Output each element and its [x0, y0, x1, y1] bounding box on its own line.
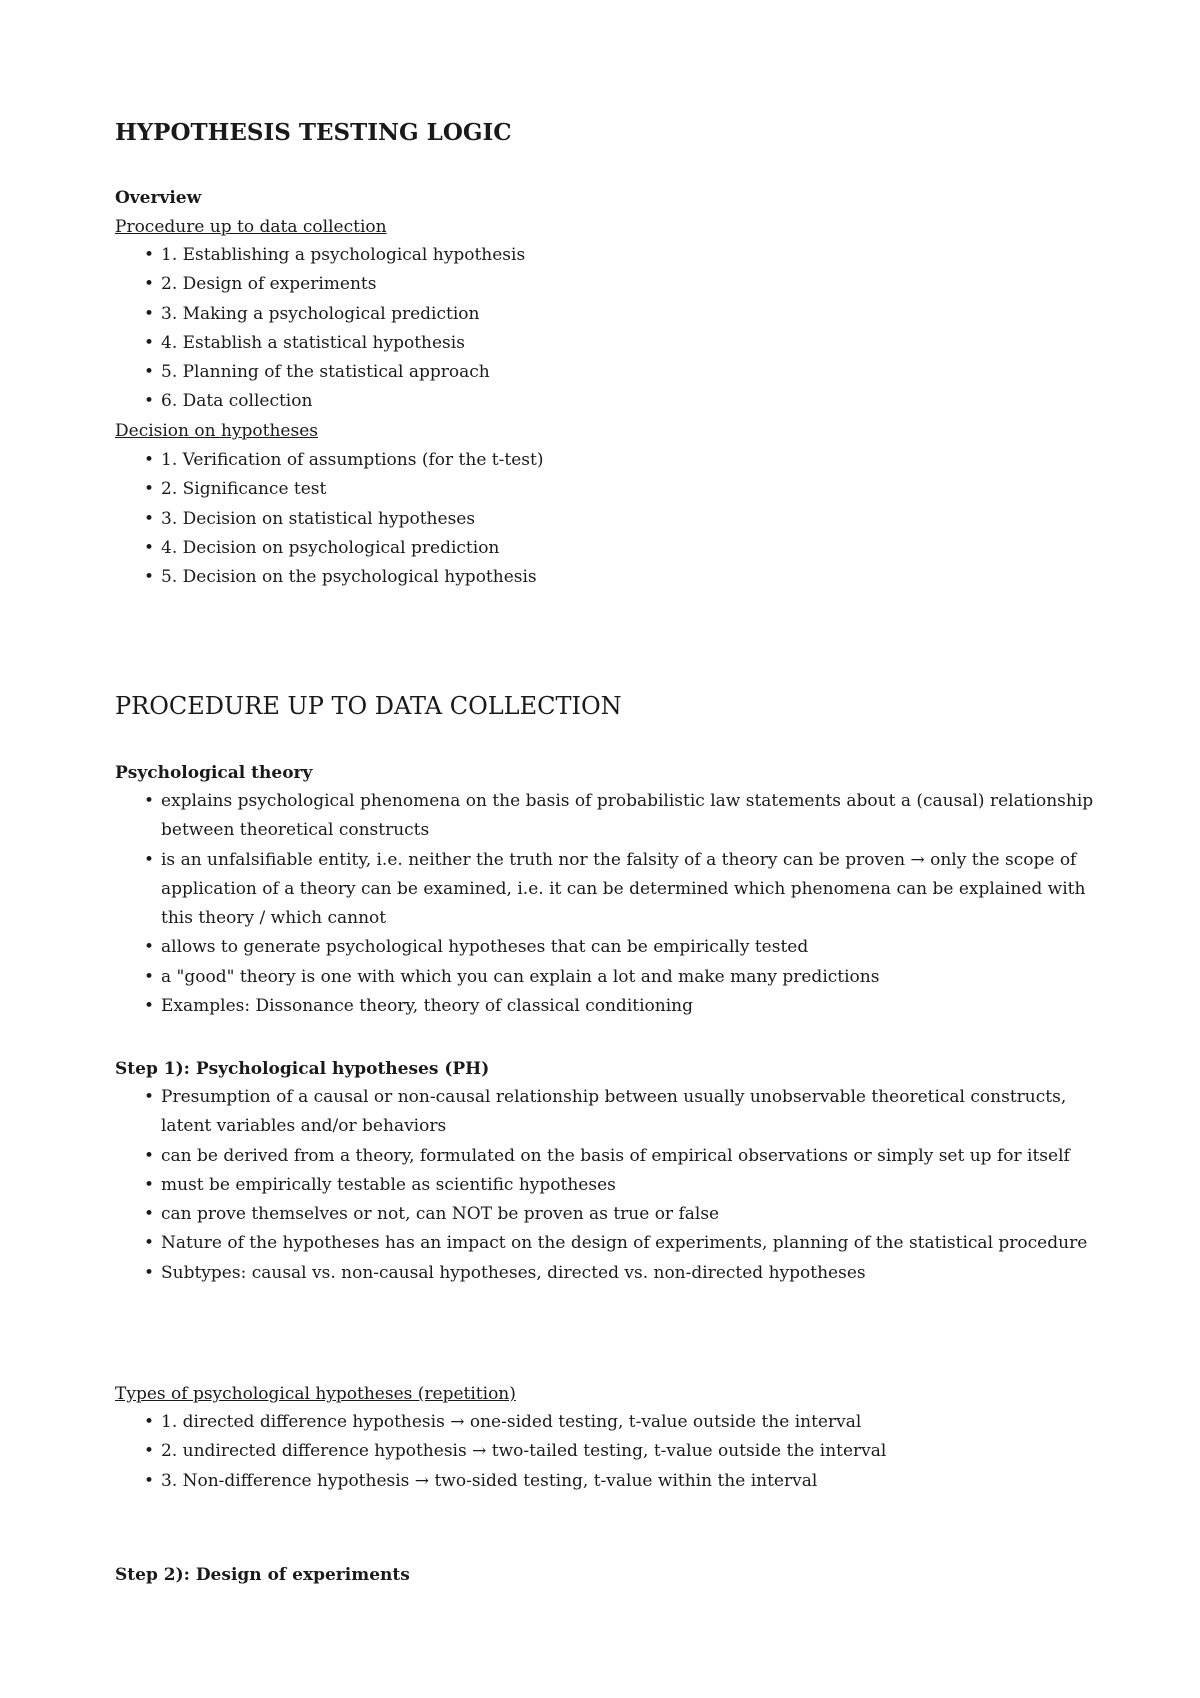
list-item: • 3. Decision on statistical hypotheses [115, 505, 1115, 534]
decision-subheading: Decision on hypotheses [115, 421, 319, 441]
list-item: • can be derived from a theory, formulated on the basis of empirical observations or simply set up for itself [115, 1142, 1115, 1171]
step1-list [115, 1083, 1115, 1288]
list-item: • explains psychological phenomena on the basis of probabilistic law statements about a (causal) relationship between theoretical constructs [115, 787, 1115, 846]
overview-heading: Overview [115, 188, 202, 208]
step1-heading: Step 1): Psychological hypotheses (PH) [115, 1059, 490, 1079]
list-item: • is an unfalsifiable entity, i.e. neither the truth nor the falsity of a theory can be proven → only the scope of application of a theory can be examined, i.e. it can be determined which phenomena can be explained with this theory / which cannot [115, 846, 1115, 934]
list-item: • 1. directed difference hypothesis → one-sided testing, t-value outside the interval [115, 1408, 1115, 1437]
list-item: • 3. Making a psychological prediction [115, 300, 1115, 329]
list-item: • 2. Significance test [115, 475, 1115, 504]
list-item: • 4. Decision on psychological prediction [115, 534, 1115, 563]
list-item: • 1. Establishing a psychological hypothesis [115, 241, 1115, 270]
list-item: • 2. undirected difference hypothesis → two-tailed testing, t-value outside the interval [115, 1437, 1115, 1466]
list-item: • a "good" theory is one with which you can explain a lot and make many predictions [115, 963, 1115, 992]
step2-heading: Step 2): Design of experiments [115, 1565, 410, 1585]
list-item: • 1. Verification of assumptions (for the t-test) [115, 446, 1115, 475]
theory-list [115, 787, 1115, 1021]
list-item: • Nature of the hypotheses has an impact on the design of experiments, planning of the statistical procedure [115, 1229, 1115, 1258]
types-subheading: Types of psychological hypotheses (repetition) [115, 1384, 516, 1404]
page-title: HYPOTHESIS TESTING LOGIC [115, 119, 512, 146]
list-item: • 4. Establish a statistical hypothesis [115, 329, 1115, 358]
list-item: • 5. Planning of the statistical approach [115, 358, 1115, 387]
theory-heading: Psychological theory [115, 763, 313, 783]
section-title: PROCEDURE UP TO DATA COLLECTION [115, 692, 622, 720]
list-item: • 2. Design of experiments [115, 270, 1115, 299]
list-item: • 5. Decision on the psychological hypothesis [115, 563, 1115, 592]
list-item: • Examples: Dissonance theory, theory of classical conditioning [115, 992, 1115, 1021]
list-item: • 6. Data collection [115, 387, 1115, 416]
types-list [115, 1408, 1115, 1496]
procedure-list [115, 241, 1115, 417]
list-item: • 3. Non-difference hypothesis → two-sided testing, t-value within the interval [115, 1467, 1115, 1496]
list-item: • Presumption of a causal or non-causal relationship between usually unobservable theoretical constructs, latent variables and/or behaviors [115, 1083, 1115, 1142]
list-item: • allows to generate psychological hypotheses that can be empirically tested [115, 933, 1115, 962]
list-item: • Subtypes: causal vs. non-causal hypotheses, directed vs. non-directed hypotheses [115, 1259, 1115, 1288]
list-item: • must be empirically testable as scientific hypotheses [115, 1171, 1115, 1200]
decision-list [115, 446, 1115, 592]
list-item: • can prove themselves or not, can NOT be proven as true or false [115, 1200, 1115, 1229]
procedure-subheading: Procedure up to data collection [115, 217, 387, 237]
